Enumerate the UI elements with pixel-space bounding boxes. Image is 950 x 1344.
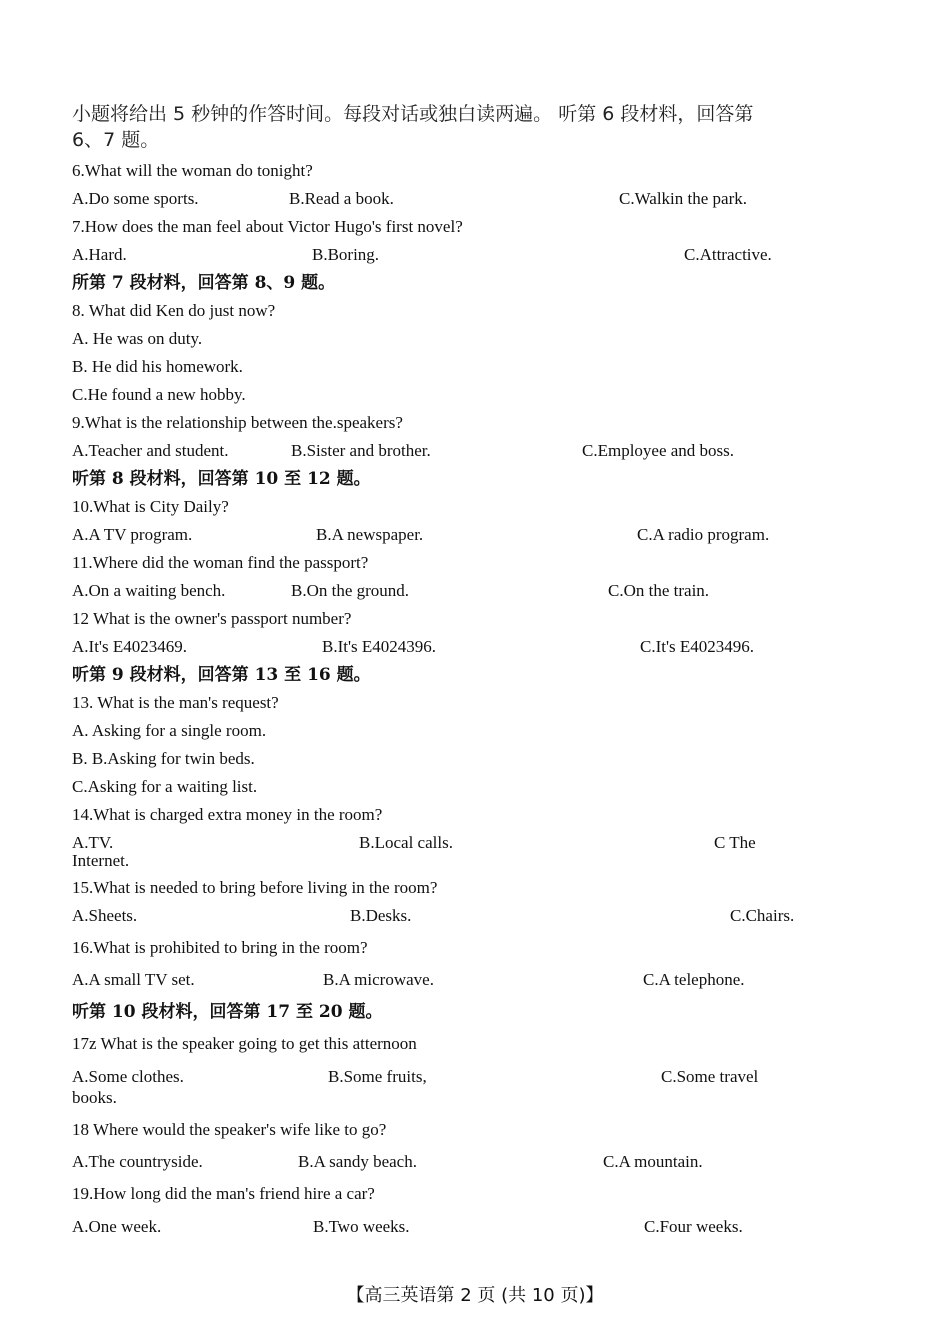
- question-9: 9.What is the relationship between the.speakers?: [72, 413, 403, 432]
- q8-option-a: A. He was on duty.: [72, 329, 203, 348]
- q18-option-a: A.The countryside.: [72, 1152, 203, 1171]
- q15-option-b: B.Desks.: [350, 906, 412, 925]
- section-heading-9: 听第 9 段材料，回答第 13 至 16 题。: [72, 665, 371, 685]
- q10-option-b: B.A newspaper.: [316, 525, 424, 544]
- question-7: 7.How does the man feel about Victor Hugo's first novel?: [72, 217, 463, 236]
- page-footer: 【高三英语第 2 页 (共 10 页)】: [346, 1285, 604, 1306]
- question-14: 14.What is charged extra money in the room?: [72, 805, 383, 824]
- q14-option-a: A.TV.: [72, 833, 114, 852]
- q7-option-c: C.Attractive.: [684, 245, 772, 264]
- q18-option-c: C.A mountain.: [603, 1152, 703, 1171]
- question-19: 19.How long did the man's friend hire a car?: [72, 1184, 375, 1203]
- q17-option-a: A.Some clothes.: [72, 1067, 184, 1086]
- q7-option-b: B.Boring.: [312, 245, 380, 264]
- q13-option-b: B. B.Asking for twin beds.: [72, 749, 255, 768]
- q16-option-a: A.A small TV set.: [72, 970, 195, 989]
- question-18: 18 Where would the speaker's wife like to go?: [72, 1120, 387, 1139]
- q8-option-b: B. He did his homework.: [72, 357, 243, 376]
- q11-option-a: A.On a waiting bench.: [72, 581, 226, 600]
- question-10: 10.What is City Daily?: [72, 497, 229, 516]
- q19-option-c: C.Four weeks.: [644, 1217, 743, 1236]
- q13-option-c: C.Asking for a waiting list.: [72, 777, 258, 796]
- q15-option-a: A.Sheets.: [72, 906, 138, 925]
- section-heading-10: 听第 10 段材料，回答第 17 至 20 题。: [72, 1002, 383, 1022]
- q9-option-a: A.Teacher and student.: [72, 441, 229, 460]
- question-11: 11.Where did the woman find the passport?: [72, 553, 369, 572]
- question-12: 12 What is the owner's passport number?: [72, 609, 352, 628]
- q14-option-c: C The: [714, 833, 756, 852]
- q11-option-c: C.On the train.: [608, 581, 710, 600]
- q11-option-b: B.On the ground.: [291, 581, 410, 600]
- question-8: 8. What did Ken do just now?: [72, 301, 276, 320]
- question-16: 16.What is prohibited to bring in the room?: [72, 938, 368, 957]
- instructions-paragraph: 小题将给出 5 秒钟的作答时间。每段对话或独白读两遍。 听第 6 段材料，回答第 6、7 题。: [72, 103, 754, 151]
- q9-option-b: B.Sister and brother.: [291, 441, 431, 460]
- q12-option-b: B.It's E4024396.: [322, 637, 437, 656]
- q12-option-a: A.It's E4023469.: [72, 637, 187, 656]
- q6-option-b: B.Read a book.: [289, 189, 394, 208]
- q17-option-c: C.Some travel: [661, 1067, 759, 1086]
- q18-option-b: B.A sandy beach.: [298, 1152, 417, 1171]
- q17-option-c-continued: books.: [72, 1088, 117, 1107]
- question-17: 17z What is the speaker going to get this atternoon: [72, 1034, 417, 1053]
- question-6: 6.What will the woman do tonight?: [72, 161, 313, 180]
- q9-option-c: C.Employee and boss.: [582, 441, 735, 460]
- question-15: 15.What is needed to bring before living in the room?: [72, 878, 438, 897]
- q10-option-c: C.A radio program.: [637, 525, 770, 544]
- section-heading-8: 听第 8 段材料，回答第 10 至 12 题。: [72, 469, 371, 489]
- q6-option-a: A.Do some sports.: [72, 189, 199, 208]
- q6-option-c: C.Walkin the park.: [619, 189, 747, 208]
- q15-option-c: C.Chairs.: [730, 906, 795, 925]
- q7-option-a: A.Hard.: [72, 245, 127, 264]
- question-13: 13. What is the man's request?: [72, 693, 279, 712]
- q16-option-c: C.A telephone.: [643, 970, 745, 989]
- q14-option-c-continued: Internet.: [72, 851, 130, 870]
- section-heading-7: 所第 7 段材料，回答第 8、9 题。: [72, 273, 336, 293]
- q14-option-b: B.Local calls.: [359, 833, 453, 852]
- q16-option-b: B.A microwave.: [323, 970, 434, 989]
- q8-option-c: C.He found a new hobby.: [72, 385, 246, 404]
- q12-option-c: C.It's E4023496.: [640, 637, 755, 656]
- q10-option-a: A.A TV program.: [72, 525, 193, 544]
- q13-option-a: A. Asking for a single room.: [72, 721, 267, 740]
- q19-option-a: A.One week.: [72, 1217, 162, 1236]
- q17-option-b: B.Some fruits,: [328, 1067, 427, 1086]
- q19-option-b: B.Two weeks.: [313, 1217, 410, 1236]
